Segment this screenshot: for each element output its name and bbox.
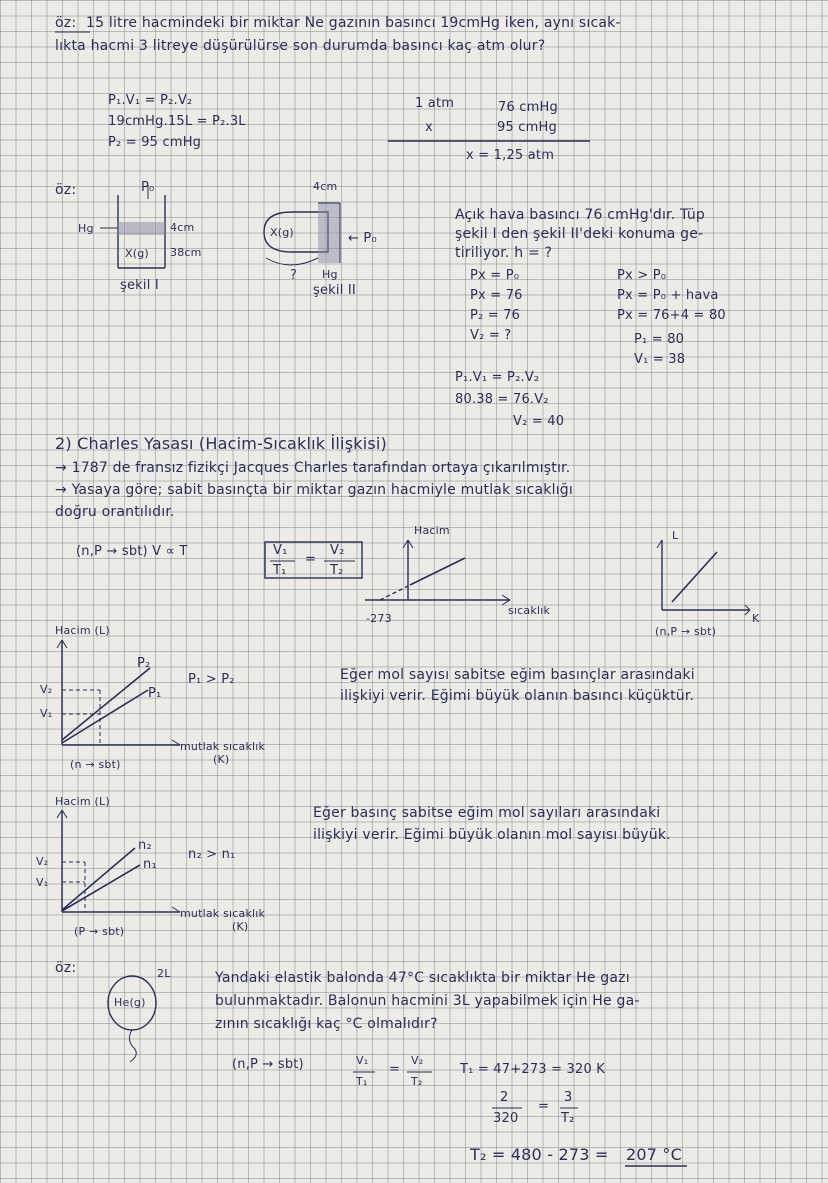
body-line: → 1787 de fransız fizikçi Jacques Charles tarafından ortaya çıkarılmıştır. [55,460,571,476]
mercury-column [318,203,340,263]
body-line: → Yasaya göre; sabit basınçta bir miktar gazın hacmiyle mutlak sıcaklığı [55,482,573,498]
equation: 19cmHg.15L = P₂.3L [108,114,246,129]
axis-label: mutlak sıcaklık [180,907,266,920]
label-hg: Hg [78,222,94,235]
fraction-den: 320 [493,1111,519,1126]
axis-unit: (K) [213,753,230,766]
note-line: ilişkiyi verir. Eğimi büyük olanın basıncı küçüktür. [340,688,695,704]
fraction-num: V₂ [411,1054,424,1067]
step: P₁ = 80 [634,332,685,347]
balloon [108,976,156,1062]
step: Px = P₀ [470,268,520,283]
graph-condition: (n,P → sbt) [655,625,717,638]
problem-line: zının sıcaklığı kaç °C olmalıdır? [215,1016,438,1032]
note-line: ilişkiyi verir. Eğimi büyük olanın mol sayısı büyük. [313,827,671,843]
label-height: 4cm [170,221,195,234]
ratio-right: 76 cmHg [498,100,558,115]
tick-label: V₂ [36,855,49,868]
condition: (n,P → sbt) [232,1057,304,1072]
label-height: 38cm [170,246,202,259]
final-answer: 207 °C [626,1145,682,1164]
label-length: 4cm [313,180,338,193]
problem-line: 15 litre hacmindeki bir miktar Ne gazının basıncı 19cmHg iken, aynı sıcak- [86,15,621,31]
axis-unit: (K) [232,920,249,933]
axis-label: Hacim (L) [55,795,110,808]
step: Px = 76+4 = 80 [617,308,726,323]
ratio-unknown: x [425,120,433,135]
tick-label: V₁ [40,707,53,720]
fraction-num: V₂ [330,543,345,558]
ratio-left: 1 atm [415,96,455,111]
figure-caption: şekil I [120,278,159,293]
axis-label: mutlak sıcaklık [180,740,266,753]
final-step: T₂ = 480 - 273 = [470,1145,609,1164]
tick-label: V₂ [40,683,53,696]
step: 80.38 = 76.V₂ [455,392,549,407]
graph-condition: (P → sbt) [74,925,125,938]
axis-label: sıcaklık [508,604,551,617]
label-p0: P₀ [141,180,155,195]
line-label: n₁ [143,857,157,872]
body-line: doğru orantılıdır. [55,504,175,520]
section-title: 2) Charles Yasası (Hacim-Sıcaklık İlişkisi) [55,434,387,453]
equation: P₁.V₁ = P₂.V₂ [108,93,193,108]
label-hg: Hg [322,268,338,281]
note-line: Eğer mol sayısı sabitse eğim basınçlar arasındaki [340,667,695,683]
relation: n₂ > n₁ [188,847,236,862]
graph-pressure-lines [57,640,180,745]
relation: P₁ > P₂ [188,672,235,687]
step: Px = P₀ + hava [617,288,719,303]
line-label: n₂ [138,838,152,853]
fraction-num: V₁ [356,1054,369,1067]
step: V₂ = ? [470,328,512,343]
fraction-den: T₂ [411,1075,423,1088]
fraction-den: T₂ [561,1111,575,1126]
line-label: P₂ [137,656,151,671]
graph-mole-lines [57,810,180,912]
label-gas: X(g) [270,226,294,239]
gas-label: He(g) [114,996,146,1009]
tick-label: V₁ [36,876,49,889]
fraction-den: T₁ [356,1075,368,1088]
condition: (n,P → sbt) V ∝ T [76,544,188,559]
problem-line: şekil I den şekil II'deki konuma ge- [455,226,704,242]
axis-label: Hacim [414,524,450,537]
step: Px > P₀ [617,268,667,283]
fraction-den: T₁ [273,563,287,578]
ratio-result: x = 1,25 atm [466,148,555,163]
fraction-den: T₂ [330,563,344,578]
problem-line: Yandaki elastik balonda 47°C sıcaklıkta bir miktar He gazı [215,970,630,986]
equation: P₂ = 95 cmHg [108,135,202,150]
graph-condition: (n → sbt) [70,758,121,771]
step: T₁ = 47+273 = 320 K [460,1062,605,1077]
equals-sign: = [305,552,317,567]
volume-label: 2L [157,967,171,980]
example-label: öz: [55,182,77,198]
charles-graph-kelvin [657,540,750,615]
label-p0: ← P₀ [348,231,377,246]
line-label: P₁ [148,686,162,701]
axis-label: Hacim (L) [55,624,110,637]
example-label: öz: [55,15,77,31]
step: Px = 76 [470,288,523,303]
problem-line: bulunmaktadır. Balonun hacmini 3L yapabilmek için He ga- [215,993,640,1009]
note-line: Eğer basınç sabitse eğim mol sayıları arasındaki [313,805,661,821]
axis-label: K [752,612,760,625]
problem-line: Açık hava basıncı 76 cmHg'dır. Tüp [455,207,706,223]
step: P₂ = 76 [470,308,521,323]
problem-line: lıkta hacmi 3 litreye düşürülürse son durumda basıncı kaç atm olur? [55,38,546,54]
ratio-right: 95 cmHg [497,120,557,135]
mercury-column [118,222,165,235]
fraction-num: 2 [500,1090,509,1105]
problem-line: tiriliyor. h = ? [455,245,553,261]
axis-label: -273 [366,612,392,625]
label-unknown: ? [290,268,298,283]
equals-sign: = [389,1062,401,1077]
label-gas: X(g) [125,247,149,260]
step: V₂ = 40 [513,414,565,429]
step: V₁ = 38 [634,352,686,367]
figure-caption: şekil II [313,283,356,298]
axis-label: L [672,529,679,542]
fraction-num: V₁ [273,543,288,558]
charles-graph-celsius [365,540,510,605]
step: P₁.V₁ = P₂.V₂ [455,370,540,385]
example-label: öz: [55,960,77,976]
fraction-num: 3 [564,1090,573,1105]
equals-sign: = [538,1099,550,1114]
